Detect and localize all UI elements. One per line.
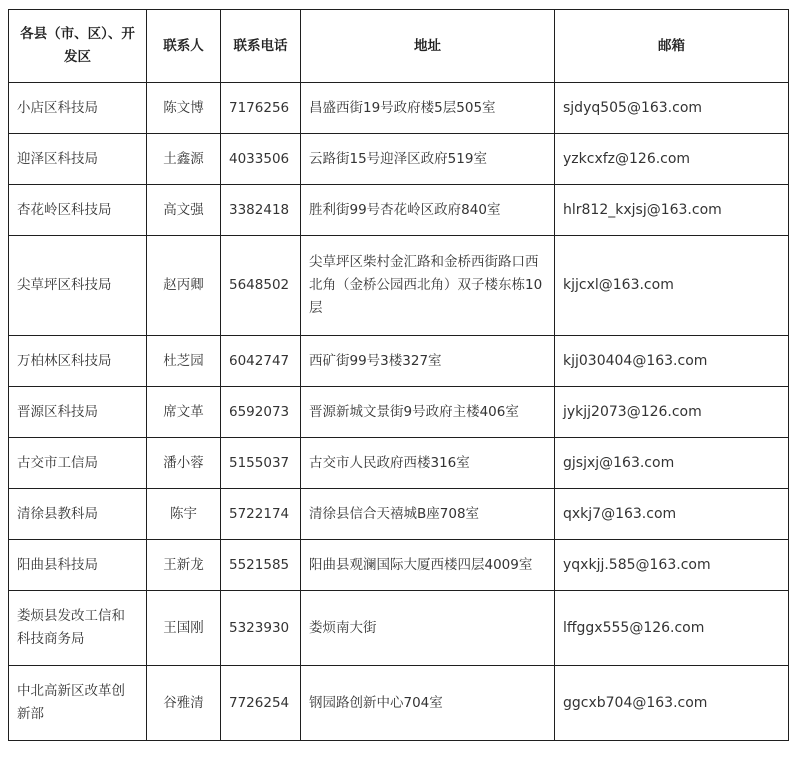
cell-email: qxkj7@163.com: [555, 489, 789, 540]
cell-phone: 7726254: [221, 666, 301, 741]
table-row: [9, 83, 789, 134]
contact-table-wrapper: [8, 9, 789, 741]
cell-person: 陈宇: [147, 489, 221, 540]
cell-unit: 中北高新区改革创新部: [9, 666, 147, 741]
cell-address: 娄烦南大街: [301, 591, 555, 666]
contact-table: [8, 9, 789, 741]
cell-email: lffggx555@126.com: [555, 591, 789, 666]
cell-phone: 4033506: [221, 134, 301, 185]
table-row: [9, 540, 789, 591]
cell-unit: 杏花岭区科技局: [9, 185, 147, 236]
cell-person: 王国刚: [147, 591, 221, 666]
cell-unit: 古交市工信局: [9, 438, 147, 489]
cell-address: 阳曲县观澜国际大厦西楼四层4009室: [301, 540, 555, 591]
cell-unit: 娄烦县发改工信和科技商务局: [9, 591, 147, 666]
cell-address: 尖草坪区柴村金汇路和金桥西街路口西北角（金桥公园西北角）双子楼东栋10层: [301, 236, 555, 336]
header-unit: 各县（市、区）、开发区: [9, 10, 147, 83]
cell-phone: 3382418: [221, 185, 301, 236]
cell-phone: 6592073: [221, 387, 301, 438]
cell-address: 钢园路创新中心704室: [301, 666, 555, 741]
cell-address: 晋源新城文景街9号政府主楼406室: [301, 387, 555, 438]
table-row: [9, 591, 789, 666]
table-row: [9, 387, 789, 438]
cell-person: 赵丙卿: [147, 236, 221, 336]
cell-email: sjdyq505@163.com: [555, 83, 789, 134]
cell-unit: 尖草坪区科技局: [9, 236, 147, 336]
header-person: 联系人: [147, 10, 221, 83]
cell-email: kjjcxl@163.com: [555, 236, 789, 336]
cell-unit: 晋源区科技局: [9, 387, 147, 438]
cell-person: 王新龙: [147, 540, 221, 591]
header-email: 邮箱: [555, 10, 789, 83]
cell-person: 陈文博: [147, 83, 221, 134]
cell-person: 高文强: [147, 185, 221, 236]
cell-person: 席文革: [147, 387, 221, 438]
cell-address: 古交市人民政府西楼316室: [301, 438, 555, 489]
cell-unit: 清徐县教科局: [9, 489, 147, 540]
cell-address: 云路街15号迎泽区政府519室: [301, 134, 555, 185]
cell-email: kjj030404@163.com: [555, 336, 789, 387]
table-row: [9, 666, 789, 741]
cell-person: 潘小蓉: [147, 438, 221, 489]
cell-unit: 小店区科技局: [9, 83, 147, 134]
cell-email: yqxkjj.585@163.com: [555, 540, 789, 591]
cell-phone: 6042747: [221, 336, 301, 387]
cell-email: yzkcxfz@126.com: [555, 134, 789, 185]
table-row: [9, 185, 789, 236]
header-address: 地址: [301, 10, 555, 83]
cell-unit: 阳曲县科技局: [9, 540, 147, 591]
table-header-row: [9, 10, 789, 83]
cell-phone: 5323930: [221, 591, 301, 666]
cell-person: 杜芝园: [147, 336, 221, 387]
cell-address: 西矿街99号3楼327室: [301, 336, 555, 387]
cell-phone: 5648502: [221, 236, 301, 336]
cell-email: jykjj2073@126.com: [555, 387, 789, 438]
header-phone: 联系电话: [221, 10, 301, 83]
cell-email: ggcxb704@163.com: [555, 666, 789, 741]
table-row: [9, 438, 789, 489]
cell-person: 土鑫源: [147, 134, 221, 185]
cell-phone: 7176256: [221, 83, 301, 134]
cell-person: 谷雅清: [147, 666, 221, 741]
cell-phone: 5722174: [221, 489, 301, 540]
table-row: [9, 236, 789, 336]
cell-phone: 5155037: [221, 438, 301, 489]
cell-phone: 5521585: [221, 540, 301, 591]
cell-email: hlr812_kxjsj@163.com: [555, 185, 789, 236]
table-row: [9, 134, 789, 185]
cell-unit: 万柏林区科技局: [9, 336, 147, 387]
table-row: [9, 336, 789, 387]
cell-unit: 迎泽区科技局: [9, 134, 147, 185]
cell-address: 昌盛西街19号政府楼5层505室: [301, 83, 555, 134]
cell-address: 清徐县信合天禧城B座708室: [301, 489, 555, 540]
table-row: [9, 489, 789, 540]
cell-email: gjsjxj@163.com: [555, 438, 789, 489]
cell-address: 胜利街99号杏花岭区政府840室: [301, 185, 555, 236]
